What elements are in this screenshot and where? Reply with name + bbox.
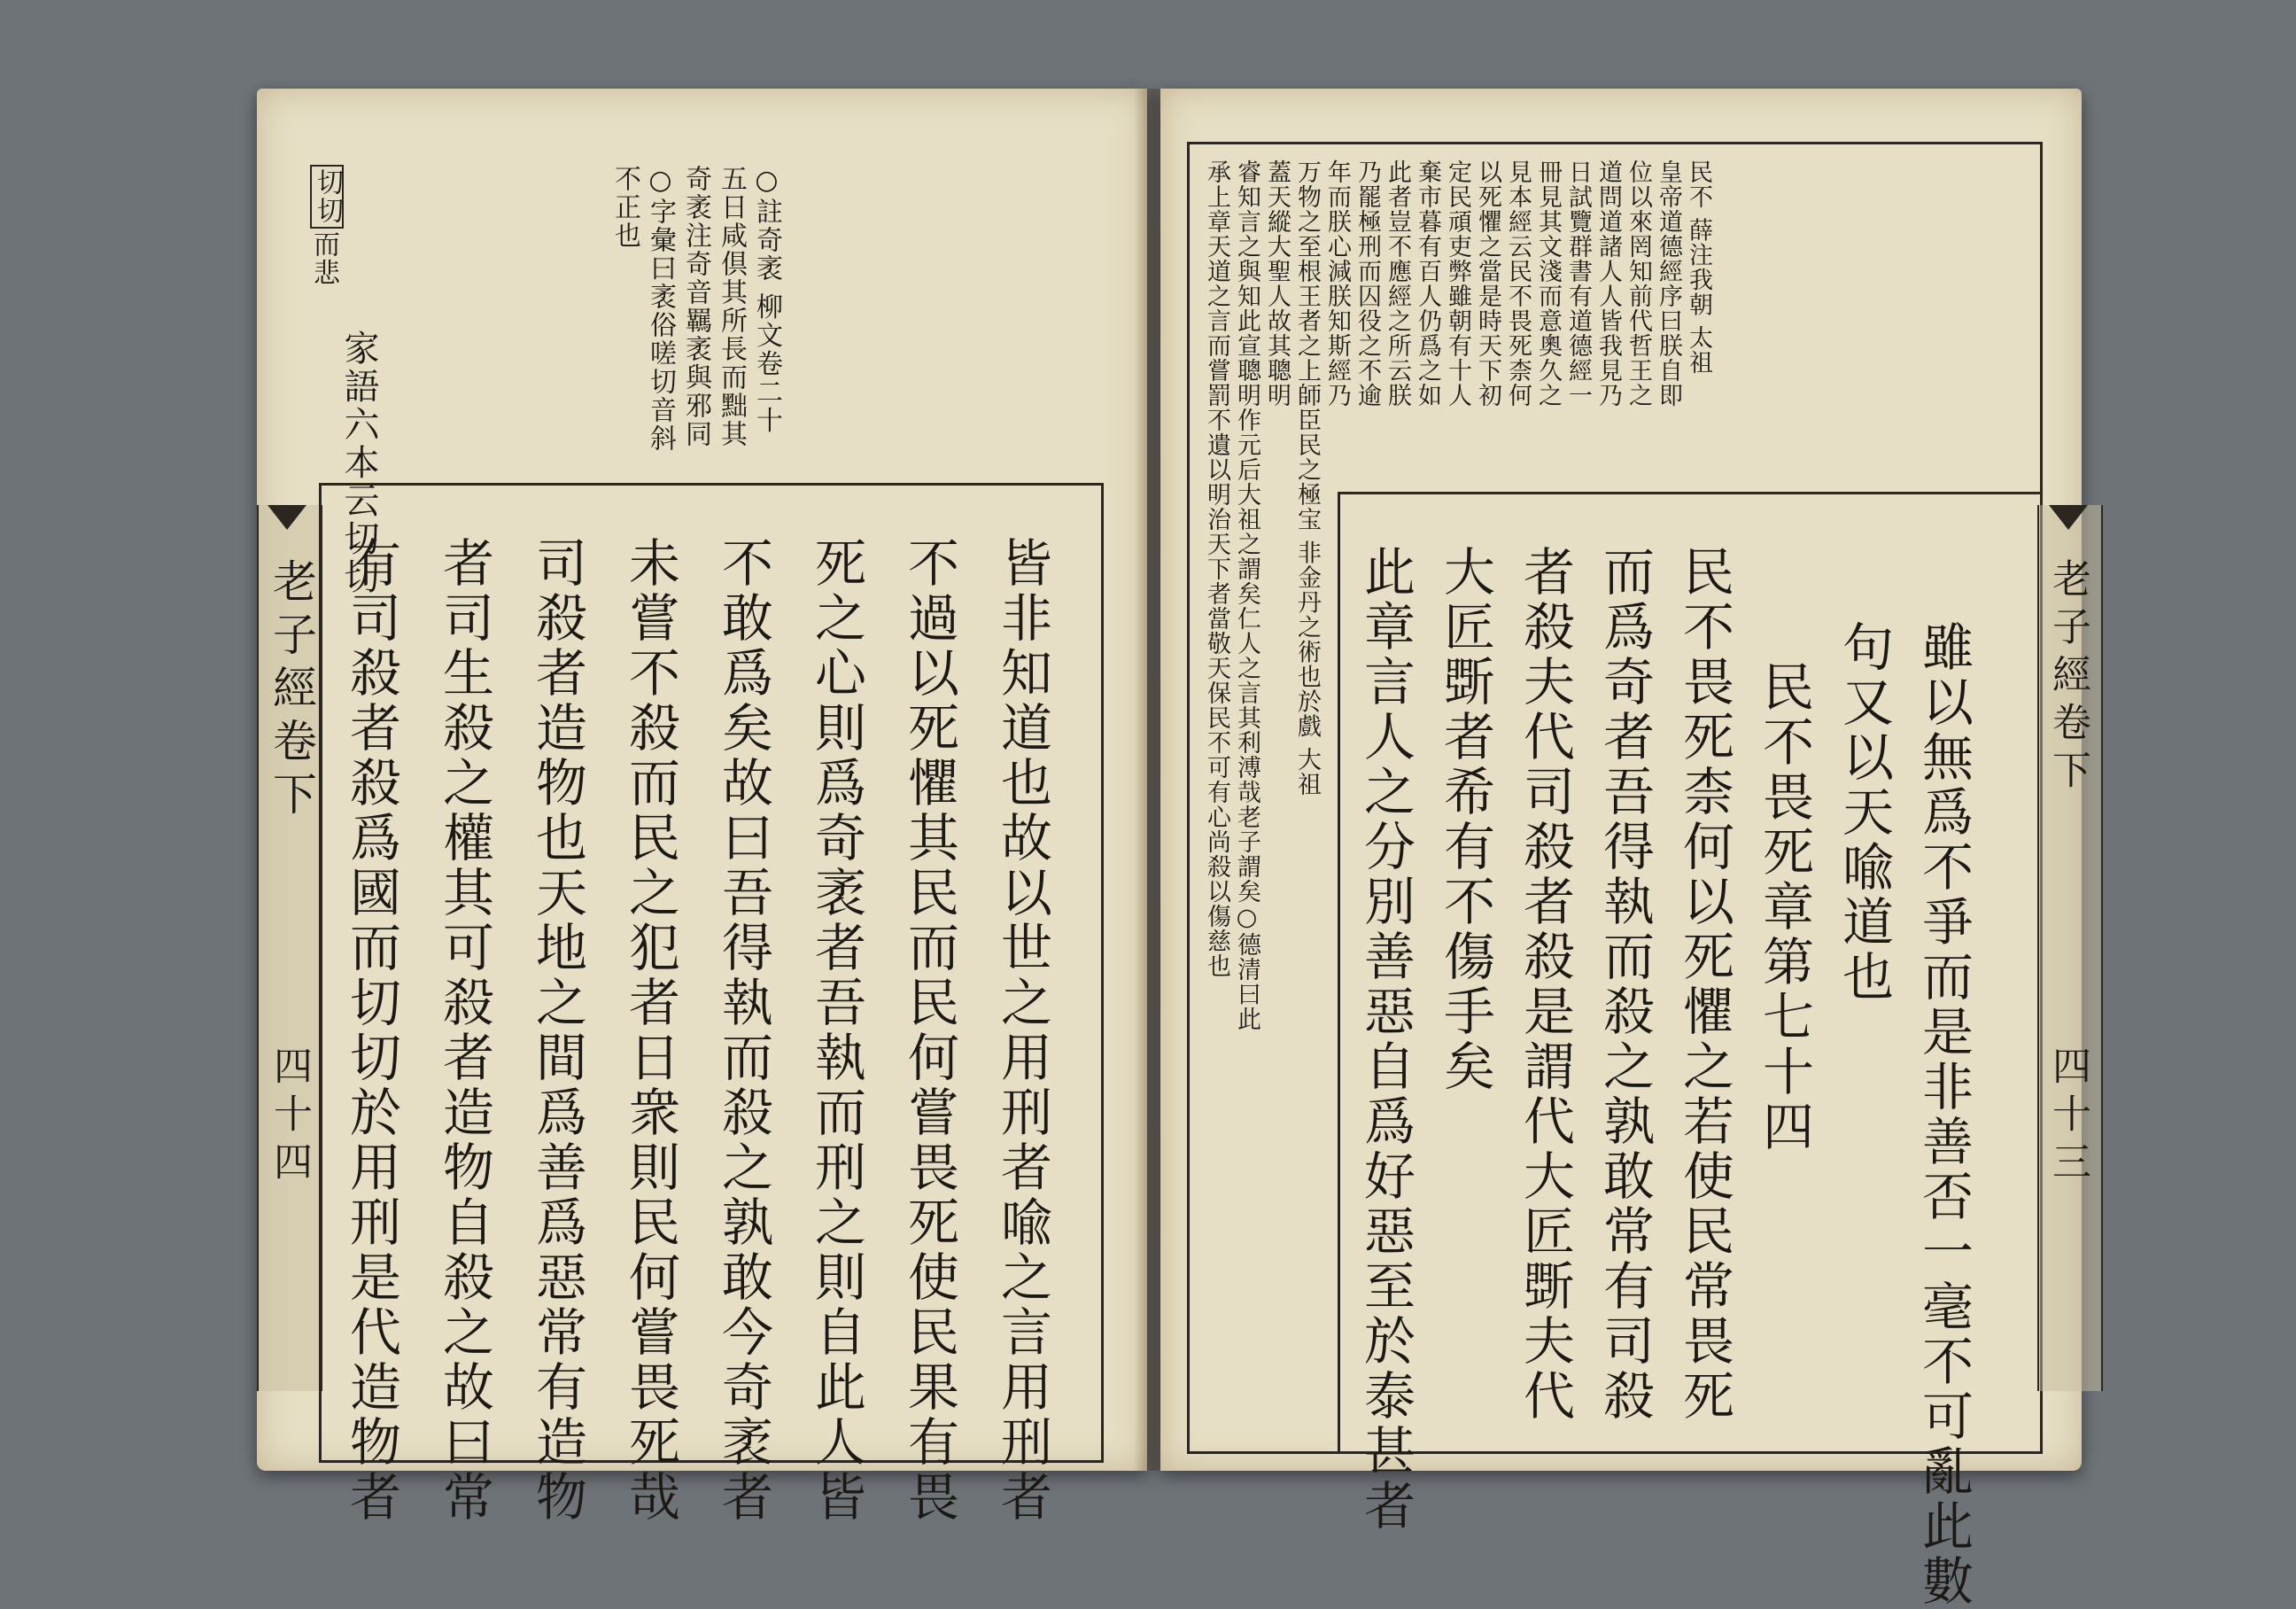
- right-margin-page: 四十三: [2045, 1045, 2090, 1189]
- right-note-col-14: 万物之至根王者之上師臣民之極宝 非金丹之術也於戲 大祖: [1293, 159, 1321, 797]
- right-note-col-10: 棄市暮有百人仍爲之如: [1414, 159, 1441, 408]
- left-page: [257, 89, 1147, 1525]
- left-text-col-1: 皆非知道也故以世之用刑者喩之言用刑者: [992, 536, 1052, 1525]
- right-fishtail-mark: [2049, 505, 2088, 530]
- left-text-col-3: 死之心則爲奇袤者吾執而刑之則自此人皆: [806, 536, 866, 1525]
- right-note-col-7: 見本經云民不畏死柰何: [1504, 159, 1532, 408]
- left-text-col-4: 不敢爲矣故曰吾得執而殺之孰敢今奇袤者: [713, 536, 773, 1525]
- right-text-col-2: 句又以天喩道也: [1834, 620, 1894, 1005]
- right-text-col-5: 而爲奇者吾得執而殺之孰敢常有司殺: [1594, 545, 1655, 1424]
- right-note-col-11: 此者豈不應經之所云朕: [1384, 159, 1411, 408]
- left-note-line2d: ○字彙曰袤俗嗟切音斜: [645, 165, 676, 453]
- right-note-col-2: 皇帝道德經序曰朕自即: [1655, 159, 1682, 408]
- open-book: [257, 89, 2090, 1609]
- right-text-col-6: 者殺夫代司殺者殺是謂代大匠斲夫代: [1515, 545, 1575, 1424]
- left-note-tag1: 切切: [310, 165, 344, 229]
- left-text-col-7: 者司生殺之權其可殺者造物自殺之故曰常: [434, 536, 494, 1525]
- left-text-col-6: 司殺者造物也天地之間爲善爲惡常有造物: [527, 536, 587, 1525]
- right-page: [1160, 89, 2090, 1609]
- right-note-col-3: 位以來罔知前代哲王之: [1625, 159, 1652, 408]
- left-note-line2c: 奇袤注奇音羈袤與邪同: [680, 165, 711, 448]
- right-margin-title: 老子經卷下: [2045, 558, 2090, 797]
- right-note-col-1: 民不 薛注我朝 太祖: [1685, 159, 1712, 376]
- left-text-col-5: 未嘗不殺而民之犯者日衆則民何嘗畏死哉: [620, 536, 680, 1525]
- right-text-col-1: 雖以無爲不爭而是非善否一毫不可亂此數: [1913, 620, 1974, 1609]
- left-text-col-8: 有司殺者殺爲國而切切於用刑是代造物者: [341, 536, 401, 1525]
- left-fishtail-mark: [268, 505, 306, 530]
- right-note-col-5: 日試覽群書有道德經一: [1564, 159, 1592, 408]
- right-note-col-16: 睿知言之與知此宣聰明作元后大祖之謂矣仁人之言其利溥哉老子謂矣○德清曰此: [1233, 159, 1260, 1031]
- left-note-tag2: 而悲: [308, 230, 339, 287]
- left-note-line1: 家語六本云切切: [338, 330, 379, 596]
- right-text-col-8: 此章言人之分別善惡自爲好惡至於泰甚者: [1355, 545, 1416, 1534]
- right-note-col-9: 定民頑吏弊雖朝有十人: [1444, 159, 1471, 408]
- right-chapter-heading: 民不畏死章第七十四: [1754, 660, 1814, 1154]
- right-text-col-4: 民不畏死柰何以死懼之若使民常畏死: [1674, 545, 1734, 1424]
- right-text-col-7: 大匠斲者希有不傷手矣: [1435, 545, 1495, 1094]
- right-note-col-17: 承上章天道之言而嘗罰不遺以明治天下者當敬天保民不可有心尚殺以傷慈也: [1203, 159, 1230, 978]
- left-margin-page: 四十四: [267, 1045, 312, 1189]
- right-note-col-12: 乃罷極刑而囚役之不逾: [1354, 159, 1381, 408]
- right-note-col-15: 蓋天縱大聖人故其聰明: [1263, 159, 1291, 408]
- left-note-line2b: 五日咸倶其所長而黜其: [716, 165, 747, 448]
- left-margin-title: 老子經卷下: [266, 558, 317, 824]
- left-note-line2a: ○註奇袤 柳文卷二十: [751, 165, 782, 435]
- right-note-col-6: 冊見其文淺而意奧久之: [1534, 159, 1562, 408]
- right-note-col-8: 以死懼之當是時天下初: [1474, 159, 1501, 408]
- right-note-col-13: 年而朕心減朕知斯經乃: [1323, 159, 1351, 408]
- right-note-col-4: 道問道諸人人皆我見乃: [1594, 159, 1622, 408]
- left-note-line2e: 不正也: [609, 165, 640, 250]
- left-text-col-2: 不過以死懼其民而民何嘗畏死使民果有畏: [899, 536, 959, 1525]
